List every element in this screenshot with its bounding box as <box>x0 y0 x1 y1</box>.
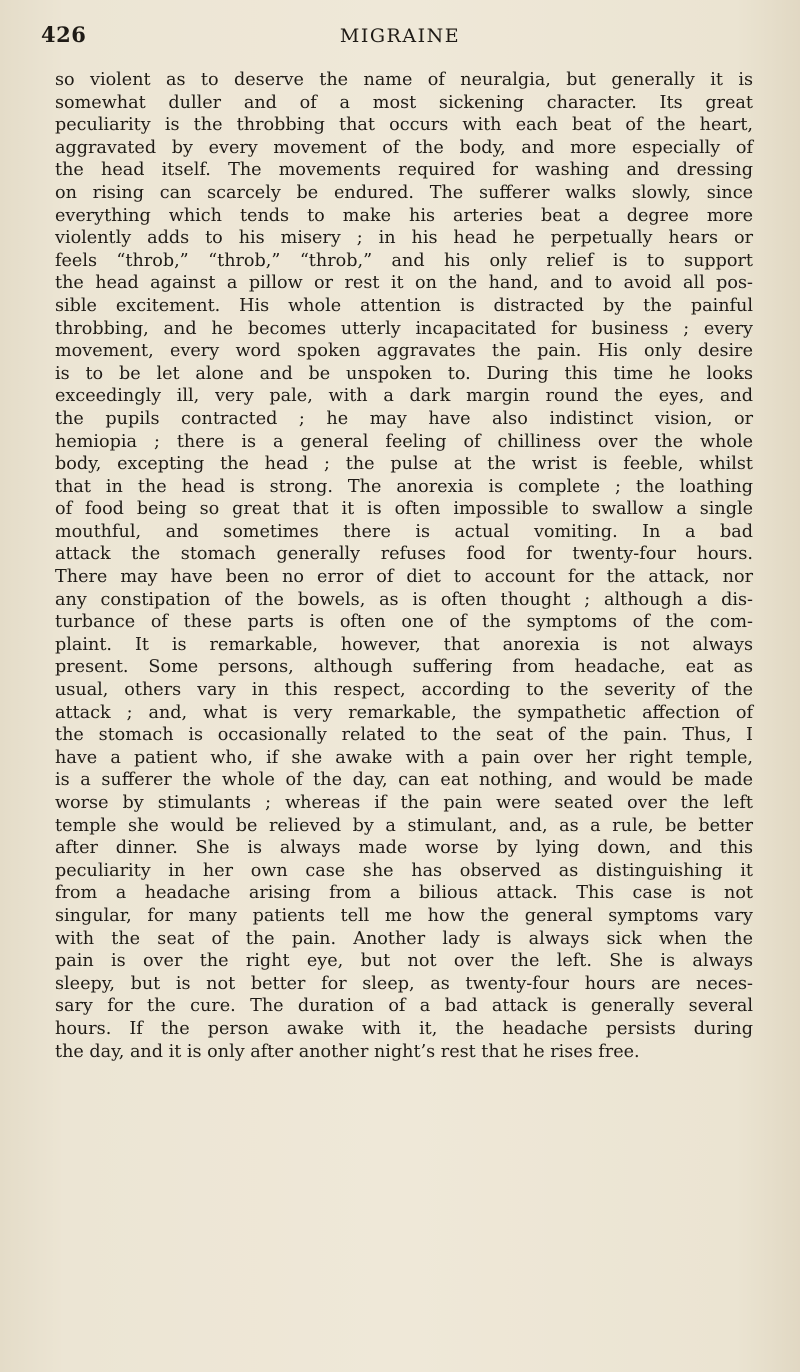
text-line: sible excitement. His whole attention is distracted by the painful <box>55 295 753 316</box>
text-line: singular, for many patients tell me how the general symptoms vary <box>55 905 753 926</box>
text-line: sleepy, but is not better for sleep, as twenty-four hours are neces- <box>55 973 753 994</box>
text-line: on rising can scarcely be endured. The sufferer walks slowly, since <box>55 182 753 203</box>
text-line: There may have been no error of diet to account for the attack, nor <box>55 567 753 588</box>
text-line: with the seat of the pain. Another lady is always sick when the <box>55 928 753 949</box>
text-line: everything which tends to make his arteries beat a degree more <box>55 205 753 226</box>
text-line: pain is over the right eye, but not over the left. She is always <box>55 951 753 972</box>
text-line: have a patient who, if she awake with a pain over her right temple, <box>55 747 753 768</box>
text-line: body, excepting the head ; the pulse at the wrist is feeble, whilst <box>55 454 753 475</box>
text-line: the stomach is occasionally related to the seat of the pain. Thus, I <box>55 725 753 746</box>
text-line: hemiopia ; there is a general feeling of chilliness over the whole <box>55 431 753 452</box>
text-line: exceedingly ill, very pale, with a dark margin round the eyes, and <box>55 386 753 407</box>
text-line: the head itself. The movements required for washing and dressing <box>55 160 753 181</box>
running-title: MIGRAINE <box>339 25 461 47</box>
text-line: from a headache arising from a bilious attack. This case is not <box>55 883 753 904</box>
text-line: is a sufferer the whole of the day, can eat nothing, and would be made <box>55 770 753 791</box>
page-header <box>0 22 800 62</box>
body-paragraph <box>55 69 753 1063</box>
text-line: peculiarity in her own case she has observed as distinguishing it <box>55 860 753 881</box>
text-line: turbance of these parts is often one of the symptoms of the com- <box>55 612 753 633</box>
text-line: aggravated by every movement of the body, and more especially of <box>55 137 753 158</box>
text-line: worse by stimulants ; whereas if the pain were seated over the left <box>55 793 753 813</box>
text-line: throbbing, and he becomes utterly incapacitated for business ; every <box>55 318 753 339</box>
text-line: after dinner. She is always made worse by lying down, and this <box>55 838 753 859</box>
text-line: present. Some persons, although suffering from headache, eat as <box>55 657 753 678</box>
text-line: somewhat duller and of a most sickening character. Its great <box>55 92 753 113</box>
text-line: peculiarity is the throbbing that occurs with each beat of the heart, <box>55 115 753 136</box>
text-line: usual, others vary in this respect, according to the severity of the <box>55 680 753 701</box>
text-line: any constipation of the bowels, as is often thought ; although a dis- <box>55 589 753 610</box>
text-line: sary for the cure. The duration of a bad attack is generally several <box>55 996 753 1017</box>
text-line: feels “throb,” “throb,” “throb,” and his only relief is to support <box>55 250 753 271</box>
text-line: movement, every word spoken aggravates the pain. His only desire <box>55 341 753 362</box>
text-line: the pupils contracted ; he may have also indistinct vision, or <box>55 408 753 429</box>
text-line: that in the head is strong. The anorexia is complete ; the loathing <box>55 476 753 497</box>
text-line: so violent as to deserve the name of neuralgia, but generally it is <box>55 70 753 90</box>
text-line: mouthful, and sometimes there is actual vomiting. In a bad <box>55 521 753 542</box>
text-line: is to be let alone and be unspoken to. During this time he looks <box>55 363 753 384</box>
text-line: temple she would be relieved by a stimulant, and, as a rule, be better <box>55 815 753 836</box>
text-line: attack the stomach generally refuses food for twenty-four hours. <box>55 544 753 565</box>
text-line: violently adds to his misery ; in his head he perpetually hears or <box>55 228 753 249</box>
page-number: 426 <box>41 22 87 47</box>
text-line: plaint. It is remarkable, however, that anorexia is not always <box>55 634 753 655</box>
text-line: hours. If the person awake with it, the headache persists during <box>55 1018 753 1039</box>
text-line: the day, and it is only after another night’s rest that he rises free. <box>55 1041 640 1062</box>
text-line: the head against a pillow or rest it on the hand, and to avoid all pos- <box>55 273 753 294</box>
text-line: of food being so great that it is often impossible to swallow a single <box>55 499 753 520</box>
text-line: attack ; and, what is very remarkable, the sympathetic affection of <box>55 702 753 723</box>
